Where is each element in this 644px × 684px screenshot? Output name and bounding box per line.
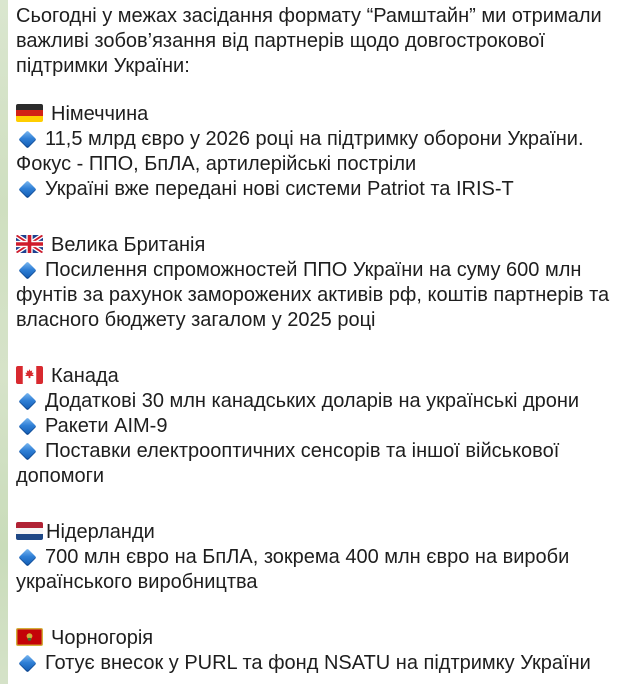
section-germany: [16, 102, 626, 202]
bullet-item: [16, 545, 626, 595]
section-canada: [16, 364, 626, 489]
blue-diamond-icon: [18, 180, 36, 198]
bullet-item: [16, 127, 626, 177]
country-name: Чорногорія: [51, 627, 154, 649]
chat-background-strip: [0, 0, 8, 684]
bullet-item: [16, 177, 626, 202]
country-name: Нідерланди: [46, 521, 155, 543]
blue-diamond-icon: [18, 392, 36, 410]
message-intro-text: Сьогодні у межах засідання формату “Рамштайн” ми отримали важливі зобов’язання від партнерів щодо довгострокової підтримки України:: [16, 5, 602, 77]
country-header-netherlands: [16, 520, 626, 545]
country-name: Німеччина: [51, 103, 149, 125]
bullet-item: [16, 389, 626, 414]
country-header-canada: [16, 364, 626, 389]
section-uk: [16, 233, 626, 333]
bullet-text: Готує внесок у PURL та фонд NSATU на підтримку України: [45, 652, 591, 674]
section-montenegro: [16, 626, 626, 676]
blue-diamond-icon: [18, 261, 36, 279]
country-header-montenegro: [16, 626, 626, 651]
montenegro-flag-icon: [16, 628, 43, 646]
blue-diamond-icon: [18, 548, 36, 566]
section-netherlands: [16, 520, 626, 595]
bullet-text: Ракети AIM-9: [45, 415, 168, 437]
canada-flag-icon: [16, 366, 43, 384]
germany-flag-icon: [16, 104, 43, 122]
bullet-item: [16, 439, 626, 489]
message-bubble: [8, 0, 644, 684]
country-name: Велика Британія: [51, 234, 206, 256]
country-name: Канада: [51, 365, 119, 387]
blue-diamond-icon: [18, 417, 36, 435]
bullet-text: Україні вже передані нові системи Patriot та IRIS-T: [45, 178, 514, 200]
netherlands-flag-icon: [16, 522, 43, 540]
bullet-item: [16, 414, 626, 439]
bullet-item: [16, 651, 626, 676]
blue-diamond-icon: [18, 442, 36, 460]
bullet-text: 700 млн євро на БпЛА, зокрема 400 млн євро на вироби українського виробництва: [16, 546, 570, 593]
blue-diamond-icon: [18, 654, 36, 672]
country-header-uk: [16, 233, 626, 258]
uk-flag-icon: [16, 235, 43, 253]
country-header-germany: [16, 102, 626, 127]
bullet-text: 11,5 млрд євро у 2026 році на підтримку оборони України. Фокус - ППО, БпЛА, артилерійські постріли: [16, 128, 584, 175]
blue-diamond-icon: [18, 130, 36, 148]
bullet-text: Додаткові 30 млн канадських доларів на українські дрони: [45, 390, 580, 412]
bullet-item: [16, 258, 626, 333]
bullet-text: Посилення спроможностей ППО України на суму 600 млн фунтів за рахунок заморожених активів рф, коштів партнерів та власного бюджету загалом у 2025 році: [16, 259, 610, 331]
bullet-text: Поставки електрооптичних сенсорів та іншої військової допомоги: [16, 440, 560, 487]
